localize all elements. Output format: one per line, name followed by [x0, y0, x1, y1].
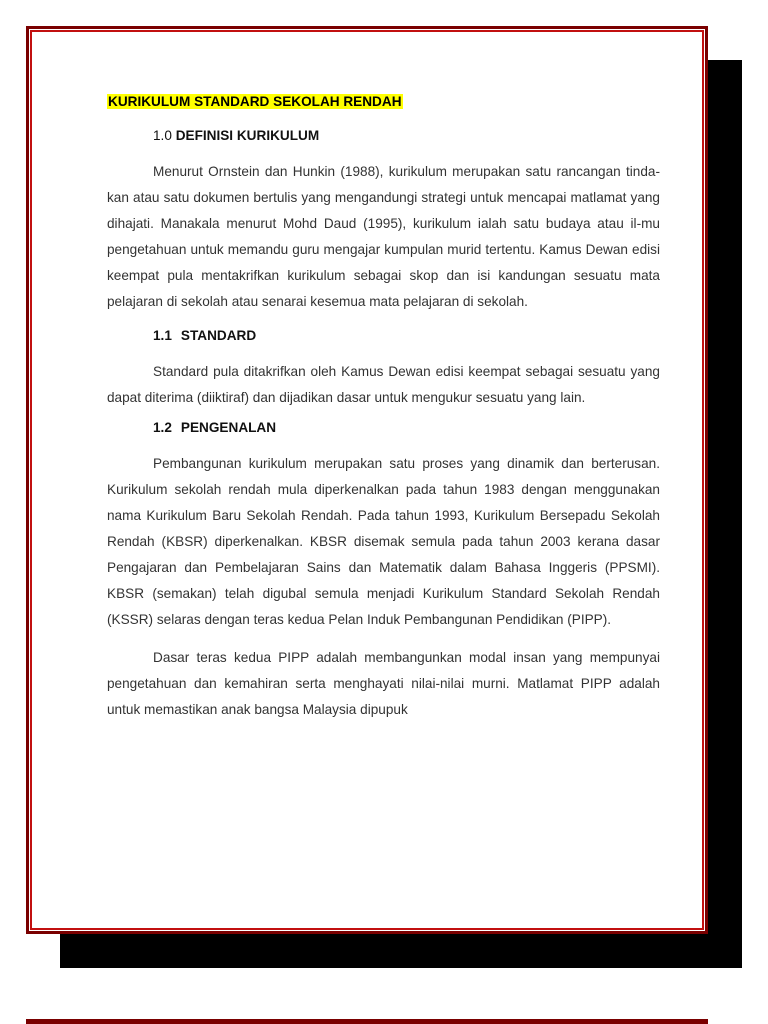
document-title — [107, 93, 660, 111]
paragraph-pengenalan-2: Dasar teras kedua PIPP adalah membangunkan modal insan yang mempunyai pengetahuan dan kemahiran serta menghayati nilai-nilai murni. Matlamat PIPP adalah untuk memastikan anak bangsa Malaysia dipupuk — [107, 650, 660, 717]
paragraph-definisi: Menurut Ornstein dan Hunkin (1988), kurikulum merupakan satu rancangan tinda-kan atau satu dokumen bertulis yang mengandungi strategi untuk mencapai matlamat yang dihajati. Manakala menurut Mohd Daud (1995), kurikulum ialah satu budaya atau il-mu pengetahuan untuk memandu guru mengajar kumpulan murid tertentu. Kamus Dewan edisi keempat pula mentakrifkan kurikulum sebagai skop dan isi kandungan sesuatu mata pelajaran di sekolah atau senarai kesemua mata pelajaran di sekolah. — [107, 164, 660, 309]
section-label: DEFINISI KURIKULUM — [175, 128, 320, 143]
section-number: 1.0 — [153, 128, 172, 143]
section-number: 1.1 — [153, 328, 172, 343]
document-title-text: KURIKULUM STANDARD SEKOLAH RENDAH — [108, 94, 402, 109]
section-heading-pengenalan — [153, 419, 660, 437]
paragraph-pengenalan-1: Pembangunan kurikulum merupakan satu proses yang dinamik dan berterusan. Kurikulum sekolah rendah mula diperkenalkan pada tahun 1983 dengan menggunakan nama Kurikulum Baru Sekolah Rendah. Pada tahun 1993, Kurikulum Bersepadu Sekolah Rendah (KBSR) diperkenalkan. KBSR disemak semula pada tahun 2003 kerana dasar Pengajaran dan Pembelajaran Sains dan Matematik dalam Bahasa Inggeris (PPSMI). KBSR (semakan) telah digubal semula menjadi Kurikulum Standard Sekolah Rendah (KSSR) selaras dengan teras kedua Pelan Induk Pembangunan Pendidikan (PIPP). — [107, 456, 660, 627]
section-label: STANDARD — [180, 328, 257, 343]
section-number: 1.2 — [153, 420, 172, 435]
paragraph-standard: Standard pula ditakrifkan oleh Kamus Dewan edisi keempat sebagai sesuatu yang dapat diterima (diiktiraf) dan dijadikan dasar untuk mengukur sesuatu yang lain. — [107, 364, 660, 405]
next-page-edge — [26, 1019, 708, 1024]
section-label: PENGENALAN — [180, 420, 277, 435]
page-content — [107, 93, 660, 735]
section-heading-definisi — [153, 127, 660, 145]
section-heading-standard — [153, 327, 660, 345]
document-page — [26, 26, 708, 934]
